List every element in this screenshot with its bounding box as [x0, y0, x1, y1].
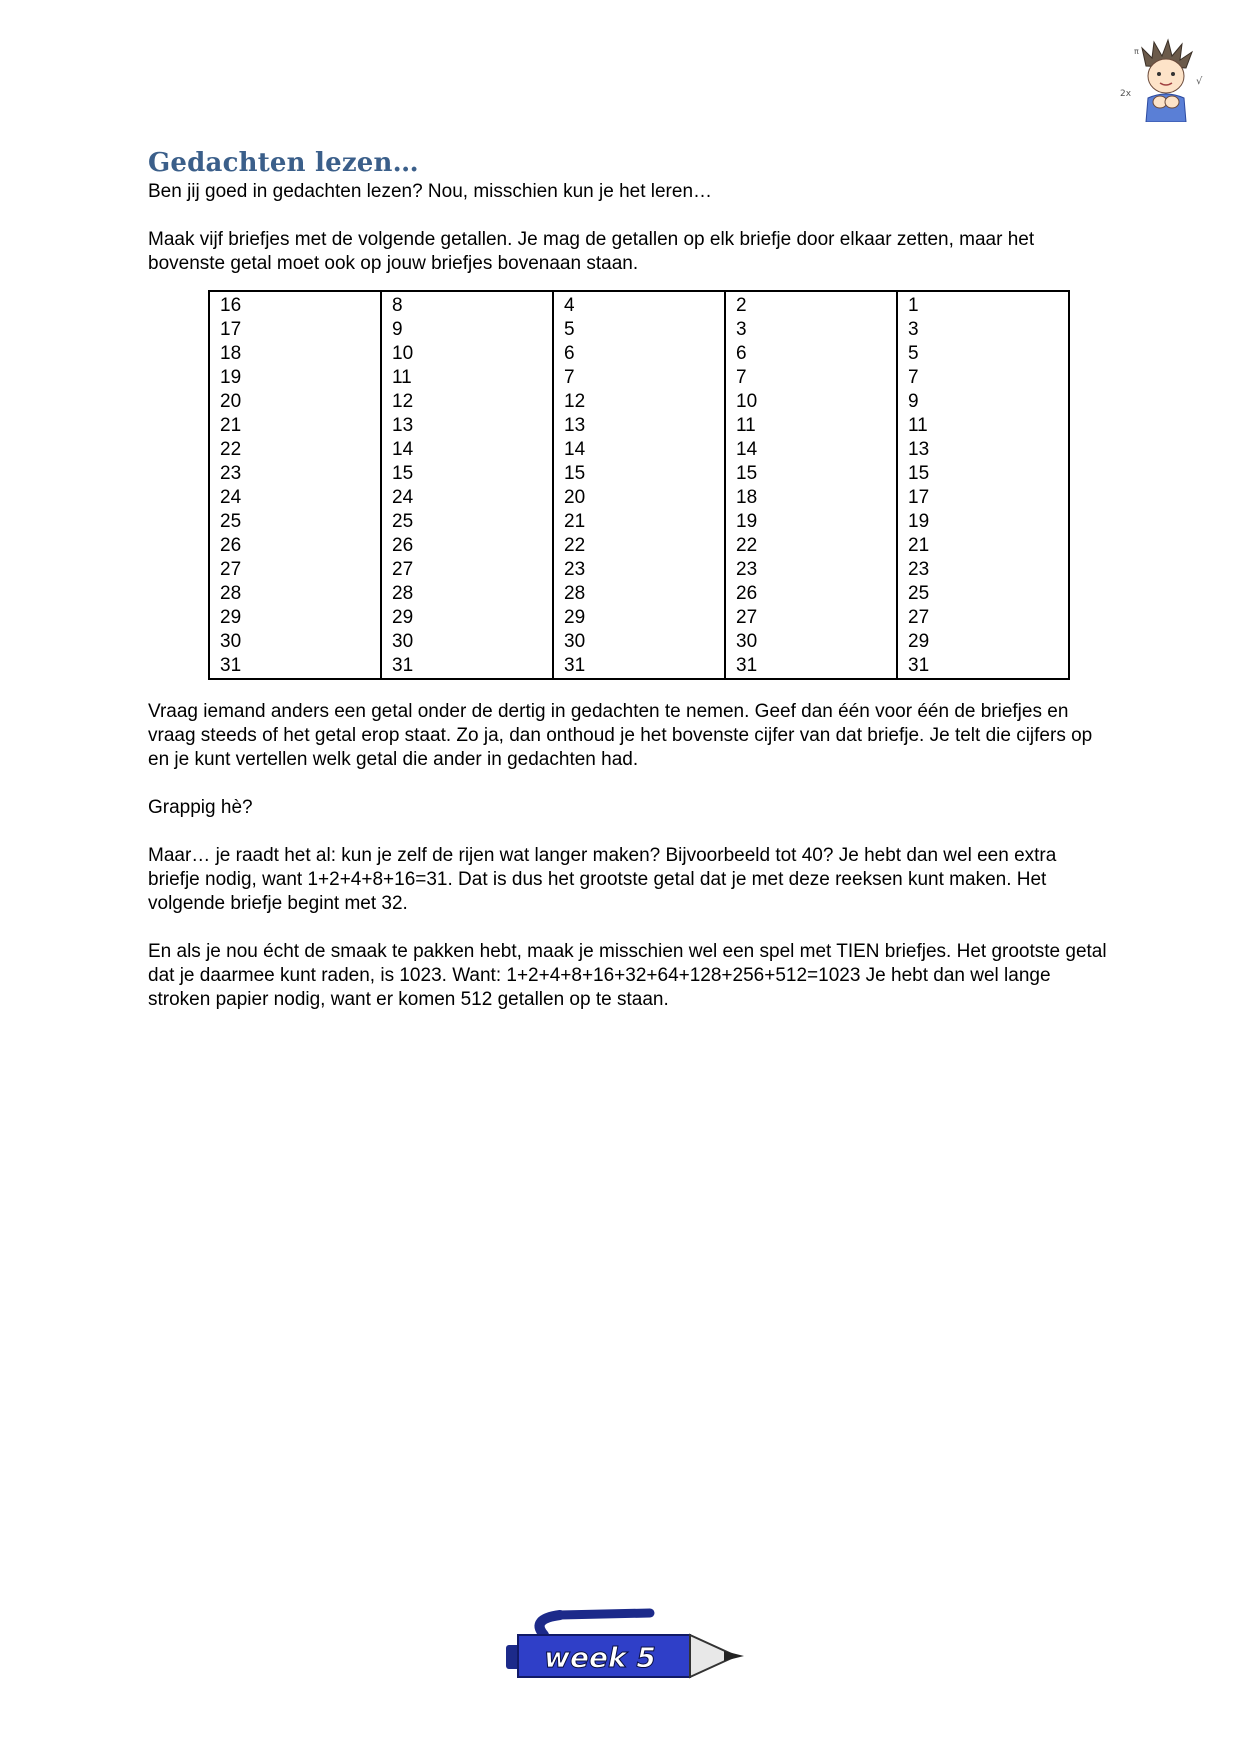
extension-text: Maar… je raadt het al: kun je zelf de rijen wat langer maken? Bijvoorbeeld tot 40? Je hebt dan wel een extra briefje nodig, want 1+2+4+8+16=31. Dat is dus het grootste getal dat je met deze reeksen kunt maken. Het volgende briefje begint met 32. — [148, 845, 1057, 914]
card-number: 14 — [392, 439, 414, 460]
page-title: Gedachten lezen… — [148, 148, 419, 178]
card-number: 9 — [908, 391, 919, 412]
card-number: 4 — [564, 295, 575, 316]
card-column-2 — [725, 291, 897, 679]
card-number: 18 — [736, 487, 758, 508]
card-number: 10 — [392, 343, 414, 364]
card-column-4 — [553, 291, 725, 679]
card-number: 31 — [736, 655, 758, 676]
card-column-8 — [381, 291, 553, 679]
card-number: 31 — [220, 655, 242, 676]
card-number: 24 — [392, 487, 414, 508]
card-number: 28 — [392, 583, 414, 604]
card-number: 29 — [392, 607, 414, 628]
card-column-16 — [209, 291, 381, 679]
card-number: 31 — [392, 655, 414, 676]
card-number: 22 — [736, 535, 758, 556]
week-pen-logo — [500, 1605, 750, 1687]
card-number: 3 — [736, 319, 747, 340]
card-number: 27 — [908, 607, 930, 628]
explanation-text: Vraag iemand anders een getal onder de dertig in gedachten te nemen. Geef dan één voor één de briefjes en vraag steeds of het getal erop staat. Zo ja, dan onthoud je het bovenste cijfer van dat briefje. Je telt die cijfers op en je kunt vertellen welk getal die ander in gedachten had. — [148, 701, 1093, 770]
card-number: 3 — [908, 319, 919, 340]
card-number: 7 — [564, 367, 575, 388]
card-number: 26 — [392, 535, 414, 556]
card-number: 7 — [736, 367, 747, 388]
card-number: 20 — [564, 487, 586, 508]
card-number: 30 — [220, 631, 242, 652]
card-number: 23 — [220, 463, 242, 484]
card-number: 21 — [564, 511, 586, 532]
svg-text:π: π — [1134, 47, 1139, 56]
card-number: 14 — [736, 439, 758, 460]
card-number: 30 — [564, 631, 586, 652]
card-number: 15 — [392, 463, 414, 484]
card-number: 5 — [564, 319, 575, 340]
card-number: 8 — [392, 295, 403, 316]
card-number: 30 — [736, 631, 758, 652]
card-number: 15 — [736, 463, 758, 484]
card-number: 28 — [220, 583, 242, 604]
card-number: 15 — [908, 463, 930, 484]
card-number: 19 — [908, 511, 930, 532]
card-number: 12 — [392, 391, 414, 412]
card-number: 31 — [564, 655, 586, 676]
card-number: 29 — [908, 631, 930, 652]
week-label: week 5 — [544, 1641, 656, 1674]
card-number: 31 — [908, 655, 930, 676]
card-number: 25 — [908, 583, 930, 604]
card-number: 18 — [220, 343, 242, 364]
card-number: 10 — [736, 391, 758, 412]
number-cards-table — [208, 290, 1070, 680]
card-number: 21 — [908, 535, 930, 556]
card-number: 22 — [564, 535, 586, 556]
card-number: 13 — [392, 415, 414, 436]
card-number: 5 — [908, 343, 919, 364]
card-number: 30 — [392, 631, 414, 652]
card-number: 7 — [908, 367, 919, 388]
instruction-text: Maak vijf briefjes met de volgende getallen. Je mag de getallen op elk briefje door elkaar zetten, maar het bovenste getal moet ook op jouw briefjes bovenaan staan. — [148, 229, 1035, 274]
card-number: 26 — [736, 583, 758, 604]
card-number: 12 — [564, 391, 586, 412]
ten-cards-text: En als je nou écht de smaak te pakken hebt, maak je misschien wel een spel met TIEN briefjes. Het grootste getal dat je daarmee kunt raden, is 1023. Want: 1+2+4+8+16+32+64+128+256+512=1023 Je hebt dan wel lange stroken papier nodig, want er komen 512 getallen op te staan. — [148, 941, 1107, 1010]
card-number: 2 — [736, 295, 747, 316]
card-number: 23 — [908, 559, 930, 580]
card-number: 23 — [564, 559, 586, 580]
card-number: 13 — [564, 415, 586, 436]
intro-text: Ben jij goed in gedachten lezen? Nou, misschien kun je het leren… — [148, 181, 713, 202]
card-number: 13 — [908, 439, 930, 460]
card-number: 27 — [220, 559, 242, 580]
card-number: 28 — [564, 583, 586, 604]
card-column-1 — [897, 291, 1069, 679]
card-number: 14 — [564, 439, 586, 460]
card-number: 26 — [220, 535, 242, 556]
card-number: 9 — [392, 319, 403, 340]
card-number: 27 — [736, 607, 758, 628]
fun-remark: Grappig hè? — [148, 797, 253, 818]
card-number: 17 — [908, 487, 930, 508]
card-number: 15 — [564, 463, 586, 484]
card-number: 6 — [736, 343, 747, 364]
card-number: 16 — [220, 295, 242, 316]
card-number: 25 — [392, 511, 414, 532]
worksheet — [148, 148, 1108, 1012]
card-number: 19 — [736, 511, 758, 532]
card-number: 17 — [220, 319, 242, 340]
svg-text:2x: 2x — [1120, 89, 1132, 99]
card-number: 27 — [392, 559, 414, 580]
card-number: 25 — [220, 511, 242, 532]
svg-text:√: √ — [1196, 76, 1203, 87]
card-number: 11 — [736, 415, 756, 436]
card-number: 20 — [220, 391, 242, 412]
card-number: 22 — [220, 439, 242, 460]
card-number: 21 — [220, 415, 242, 436]
card-number: 11 — [392, 367, 412, 388]
card-number: 29 — [564, 607, 586, 628]
card-number: 23 — [736, 559, 758, 580]
card-number: 1 — [908, 295, 919, 316]
card-number: 19 — [220, 367, 242, 388]
card-number: 6 — [564, 343, 575, 364]
card-number: 11 — [908, 415, 928, 436]
card-number: 24 — [220, 487, 242, 508]
boy-mascot-icon — [1116, 36, 1210, 122]
card-number: 29 — [220, 607, 242, 628]
